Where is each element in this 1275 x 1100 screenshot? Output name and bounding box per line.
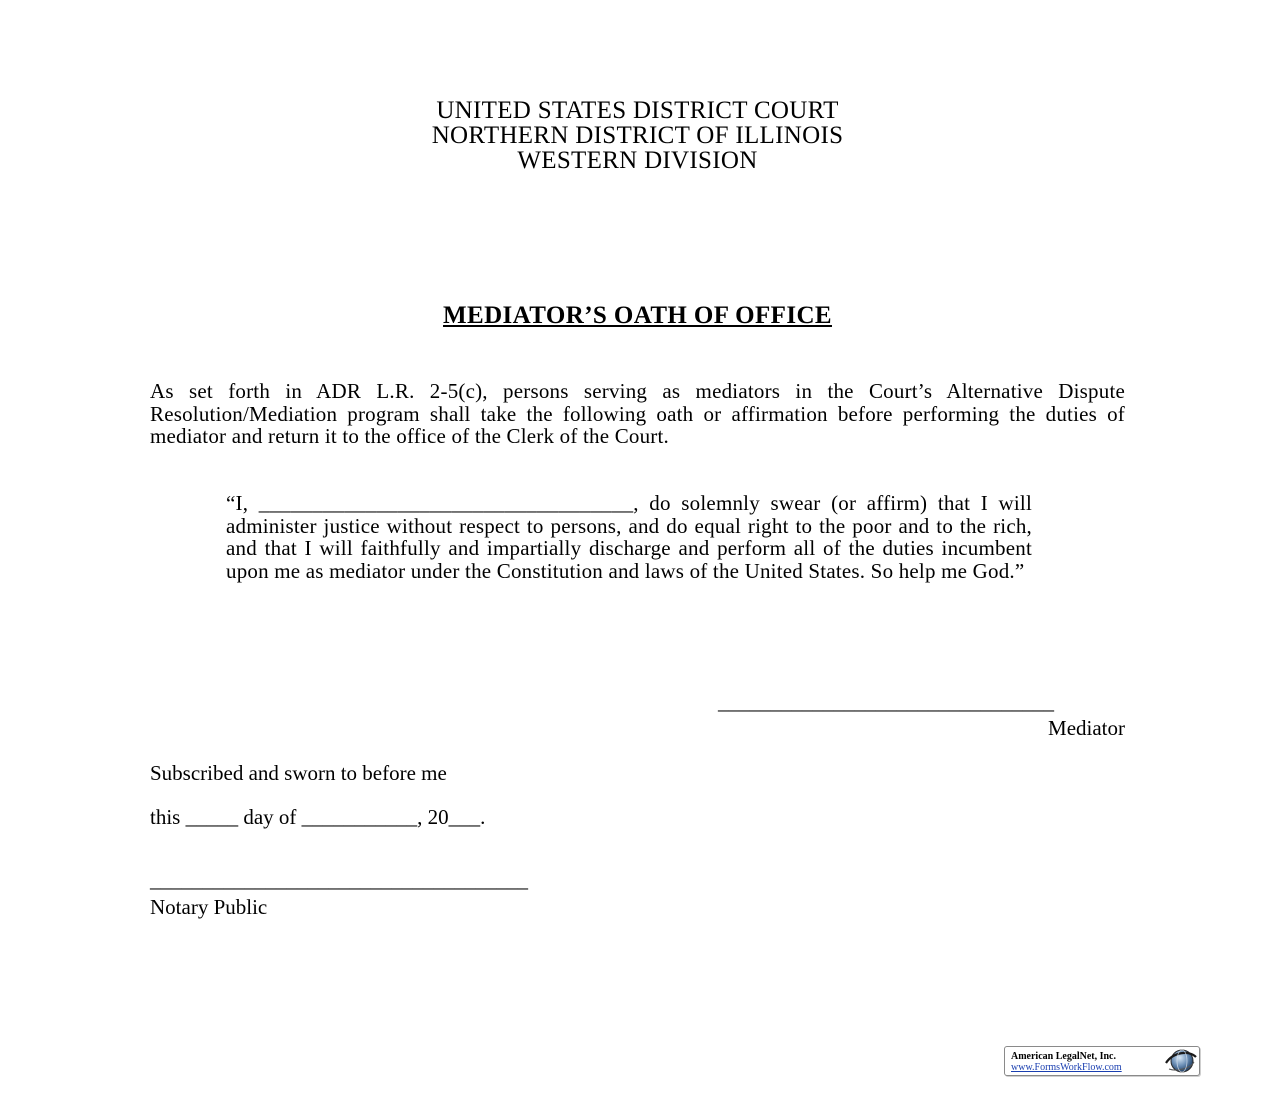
globe-icon (1163, 1048, 1197, 1074)
notary-signature-line[interactable]: ____________________________________ (150, 868, 528, 892)
mediator-signature-line[interactable]: ________________________________ (718, 690, 1054, 714)
mediator-label: Mediator (1048, 716, 1125, 740)
division-name: WESTERN DIVISION (517, 147, 758, 174)
subscribed-statement: Subscribed and sworn to before me (150, 761, 447, 785)
intro-paragraph: As set forth in ADR L.R. 2-5(c), persons serving as mediators in the Court’s Alternative Dispute Resolution/Mediation program shall take the following oath or affirmation before performing the duties of mediator and return it to the office of the Clerk of the Court. (150, 379, 1125, 448)
american-legalnet-logo[interactable] (1004, 1046, 1200, 1076)
logo-url-link[interactable]: www.FormsWorkFlow.com (1011, 1062, 1122, 1073)
district-name: NORTHERN DISTRICT OF ILLINOIS (431, 122, 844, 149)
document-title: MEDIATOR’S OATH OF OFFICE (443, 302, 832, 329)
court-header (0, 98, 1275, 173)
court-name: UNITED STATES DISTRICT COURT (436, 97, 839, 124)
notary-label: Notary Public (150, 895, 268, 919)
date-line[interactable]: this _____ day of ___________, 20___. (150, 805, 486, 829)
logo-company-name: American LegalNet, Inc. (1011, 1051, 1116, 1062)
oath-paragraph: “I, ___________________________________, do solemnly swear (or affirm) that I will administer justice without respect to persons, and do equal right to the poor and to the rich, and that I will faithfully and impartially discharge and perform all of the duties incumbent upon me as mediator under the Constitution and laws of the United States. So help me God.” (226, 491, 1032, 583)
